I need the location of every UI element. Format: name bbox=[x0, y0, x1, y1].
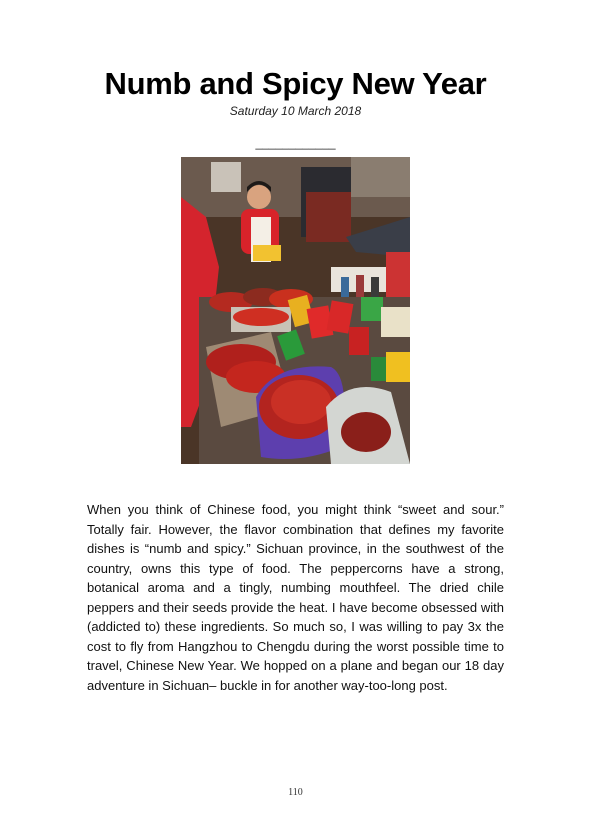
page-title: Numb and Spicy New Year bbox=[104, 66, 487, 101]
body-paragraph: When you think of Chinese food, you might think “sweet and sour.” Totally fair. However, the flavor combination that defines my favorite dishes is “numb and spicy.” Sichuan province, in the southwest of the country, owns this type of food. The peppercorns have a strong, botanical aroma and a tingly, numbing mouthfeel. The dried chile peppers and their seeds provide the heat. I have become obsessed with (addicted to) these ingredients. So much so, I was willing to pay 3x the cost to fly from Hangzhou to Chengdu during the worst possible time to travel, Chinese New Year. We hopped on a plane and began our 18 day adventure in Sichuan– buckle in for another way-too-long post. bbox=[87, 502, 504, 693]
market-photo bbox=[181, 157, 410, 464]
post-date: Saturday 10 March 2018 bbox=[229, 104, 362, 118]
page-number: 110 bbox=[288, 787, 303, 798]
chili-market-image bbox=[181, 157, 410, 464]
separator-line: ____________ bbox=[255, 136, 336, 150]
